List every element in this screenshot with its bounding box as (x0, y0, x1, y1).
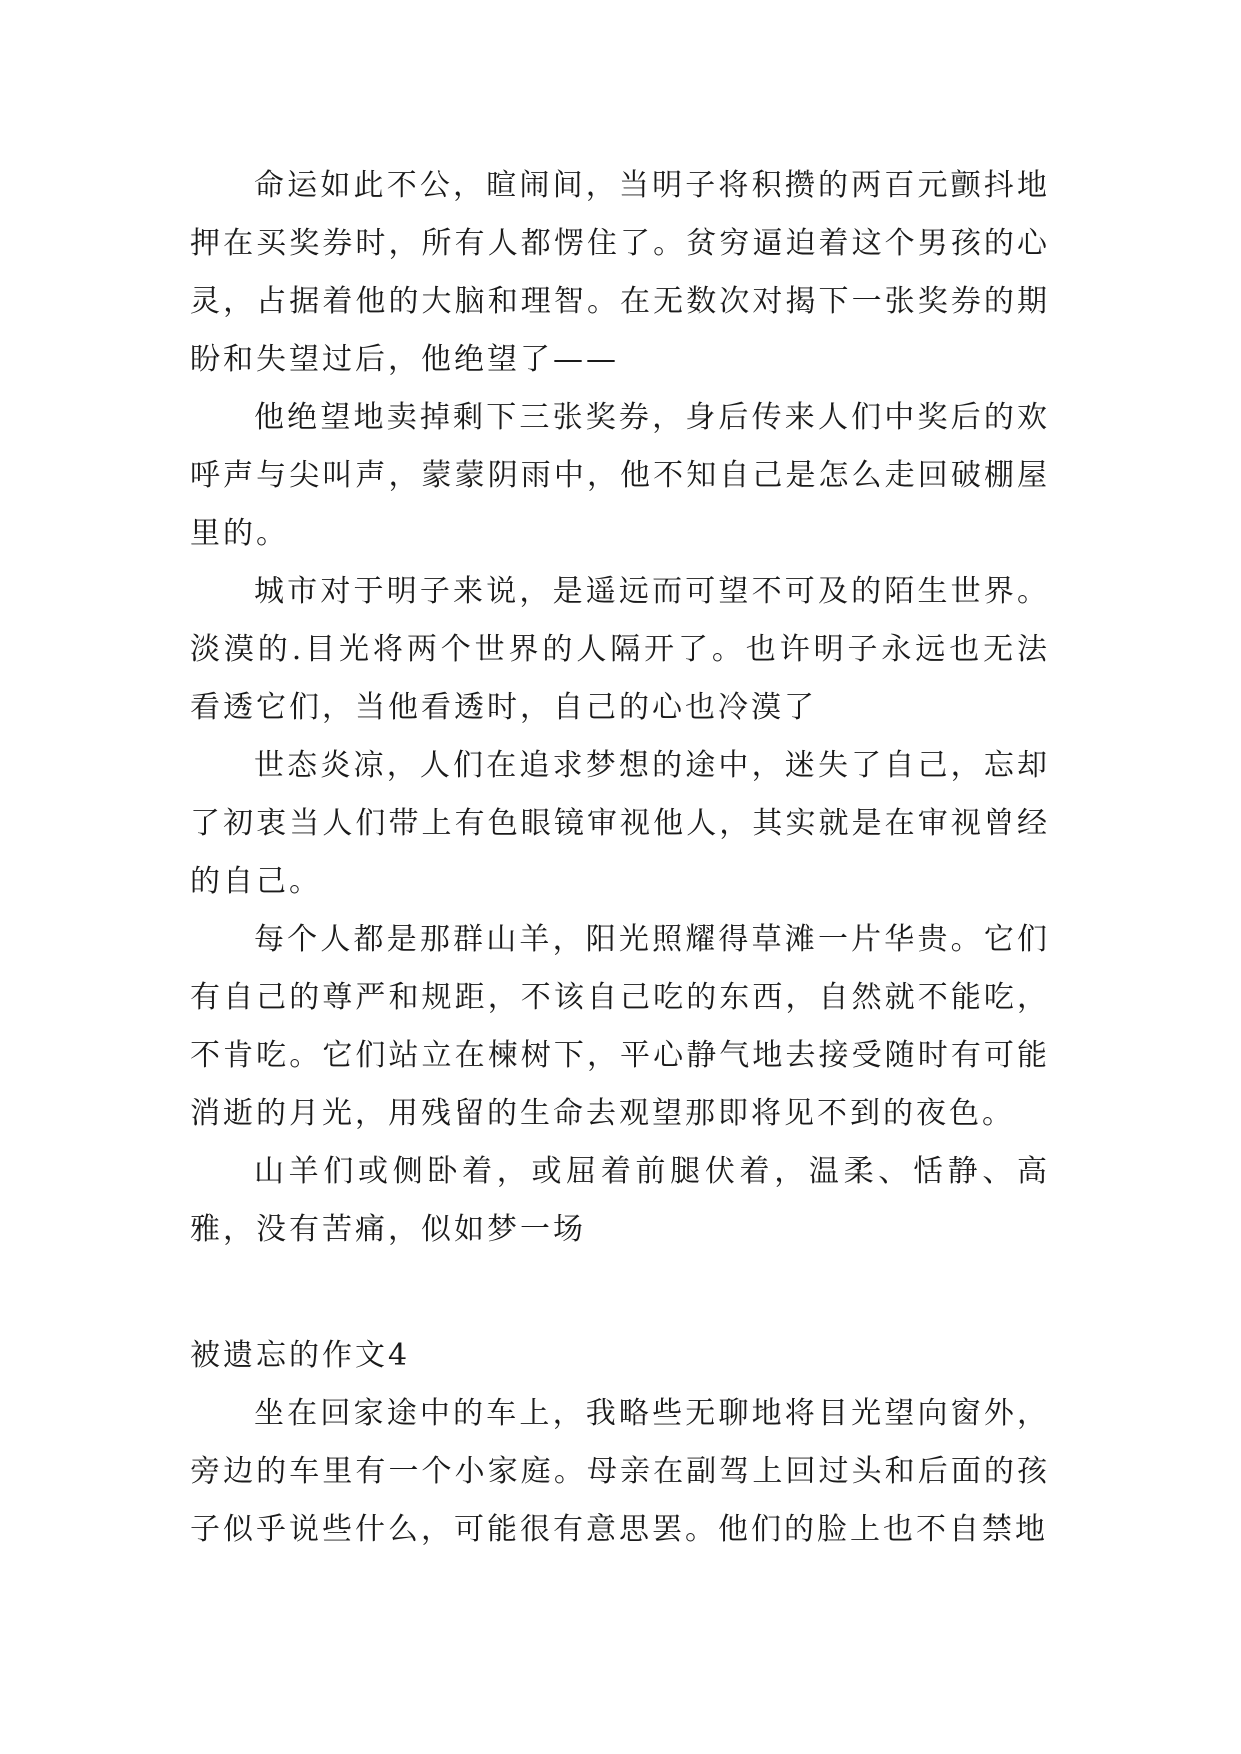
paragraph: 山羊们或侧卧着，或屈着前腿伏着，温柔、恬静、高雅，没有苦痛，似如梦一场 (190, 1154, 1050, 1247)
essay-heading: 被遗忘的作文4 (190, 1338, 411, 1373)
paragraph: 命运如此不公，暄闹间，当明子将积攒的两百元颤抖地押在买奖券时，所有人都愣住了。贫穷逼迫着这个男孩的心灵，占据着他的大脑和理智。在无数次对揭下一张奖券的期盼和失望过后，他绝望了—— (190, 168, 1050, 377)
paragraph: 他绝望地卖掉剩下三张奖券，身后传来人们中奖后的欢呼声与尖叫声，蒙蒙阴雨中，他不知自己是怎么走回破棚屋里的。 (190, 400, 1050, 551)
essay-4 (190, 1327, 1050, 1559)
paragraph: 世态炎凉，人们在追求梦想的途中，迷失了自己，忘却了初衷当人们带上有色眼镜审视他人，其实就是在审视曾经的自己。 (190, 748, 1050, 899)
paragraph: 坐在回家途中的车上，我略些无聊地将目光望向窗外，旁边的车里有一个小家庭。母亲在副驾上回过头和后面的孩子似乎说些什么，可能很有意思罢。他们的脸上也不自禁地 (190, 1396, 1050, 1547)
paragraph: 城市对于明子来说，是遥远而可望不可及的陌生世界。淡漠的.目光将两个世界的人隔开了。也许明子永远也无法看透它们，当他看透时，自己的心也冷漠了 (190, 574, 1050, 725)
paragraph: 每个人都是那群山羊，阳光照耀得草滩一片华贵。它们有自己的尊严和规距，不该自己吃的东西，自然就不能吃，不肯吃。它们站立在楝树下，平心静气地去接受随时有可能消逝的月光，用残留的生命去观望那即将见不到的夜色。 (190, 922, 1050, 1131)
essay-body-continued (190, 157, 1050, 1259)
